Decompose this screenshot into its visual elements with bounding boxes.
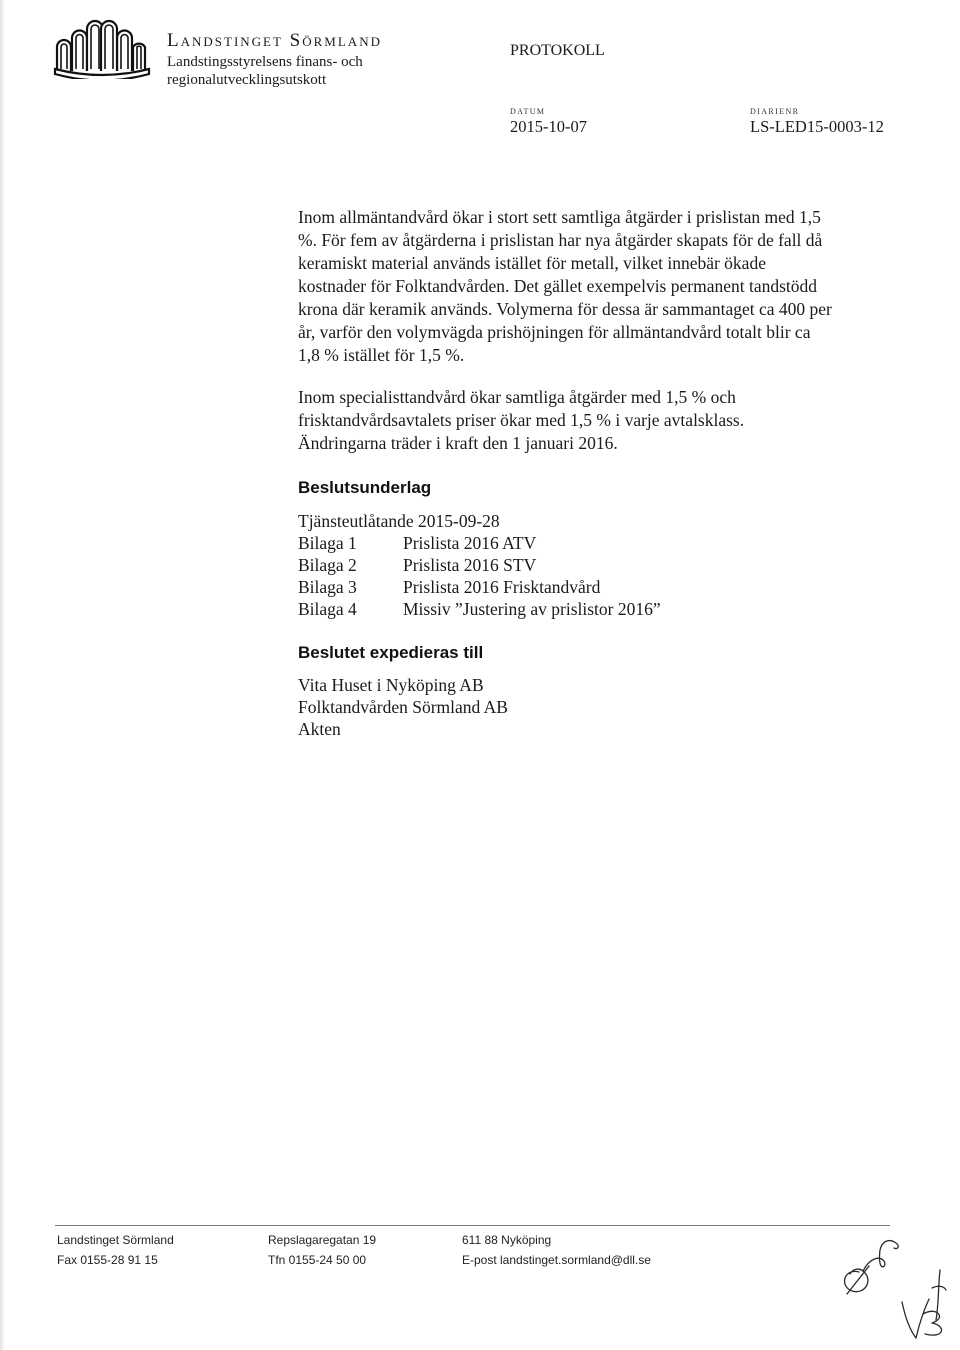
committee-line-2: regionalutvecklingsutskott — [167, 72, 327, 88]
text-line: 1,8 % istället för 1,5 %. — [298, 345, 465, 365]
footer-org: Landstinget Sörmland — [57, 1233, 174, 1247]
footer-column-address — [268, 1230, 376, 1270]
footer-divider — [55, 1225, 890, 1226]
recipient-item — [298, 718, 508, 740]
paragraph-specialist-dental-care — [298, 386, 744, 455]
attachment-title: Prislista 2016 Frisktandvård — [403, 577, 601, 597]
attachment-item — [298, 532, 661, 554]
attachment-title: Prislista 2016 STV — [403, 555, 537, 575]
footer-column-contact — [462, 1230, 651, 1270]
attachment-item — [298, 576, 661, 598]
text-line: %. För fem av åtgärderna i prislistan har nya åtgärder skapats för de fall då — [298, 230, 823, 250]
text-line: kostnader för Folktandvården. Det gället exempelvis permanent tandstödd — [298, 276, 818, 296]
registration-label: DIARIENR — [750, 107, 800, 116]
attachment-label: Bilaga 4 — [298, 599, 357, 619]
statement-item — [298, 510, 661, 532]
distribution-heading: Beslutet expedieras till — [298, 643, 484, 662]
crown-logo-icon — [52, 17, 152, 79]
date-label: DATUM — [510, 107, 546, 116]
footer-street: Repslagaregatan 19 — [268, 1233, 377, 1247]
organization-name: Landstinget Sörmland — [167, 30, 382, 51]
footer-fax: Fax 0155-28 91 15 — [57, 1253, 158, 1267]
attachment-item — [298, 598, 661, 620]
text-line: år, varför den volymvägda prishöjningen för allmäntandvård totalt blir ca — [298, 322, 811, 342]
date-value: 2015-10-07 — [510, 117, 587, 136]
distribution-list — [298, 674, 508, 740]
text-line: keramiskt material används istället för metall, vilket innebär ökade — [298, 253, 766, 273]
scan-edge-shadow — [0, 0, 5, 1350]
committee-line-1: Landstingsstyrelsens finans- och — [167, 54, 363, 70]
attachment-label: Bilaga 3 — [298, 577, 357, 597]
handwritten-initials — [828, 1228, 953, 1346]
recipient-item — [298, 674, 508, 696]
text-line: frisktandvårdsavtalets priser ökar med 1,5 % i varje avtalsklass. — [298, 410, 745, 430]
text-line: Inom allmäntandvård ökar i stort sett samtliga åtgärder i prislistan med 1,5 — [298, 207, 821, 227]
committee-name — [167, 53, 363, 89]
text-line: Ändringarna träder i kraft den 1 januari 2016. — [298, 433, 618, 453]
registration-number: LS-LED15-0003-12 — [750, 117, 884, 136]
footer-email: E-post landstinget.sormland@dll.se — [462, 1253, 651, 1267]
attachment-label: Bilaga 1 — [298, 533, 357, 553]
recipient-name: Folktandvården Sörmland AB — [298, 697, 508, 717]
decision-basis-list — [298, 510, 661, 620]
footer-postal: 611 88 Nyköping — [462, 1233, 552, 1247]
footer-phone: Tfn 0155-24 50 00 — [268, 1253, 367, 1267]
paragraph-general-dental-care — [298, 206, 832, 367]
document-type: PROTOKOLL — [510, 42, 605, 59]
recipient-name: Akten — [298, 719, 341, 739]
decision-basis-heading: Beslutsunderlag — [298, 478, 432, 497]
attachment-item — [298, 554, 661, 576]
statement-text: Tjänsteutlåtande 2015-09-28 — [298, 511, 500, 531]
recipient-name: Vita Huset i Nyköping AB — [298, 675, 484, 695]
footer-column-organization — [57, 1230, 174, 1270]
attachment-label: Bilaga 2 — [298, 555, 357, 575]
attachment-title: Missiv ”Justering av prislistor 2016” — [403, 599, 661, 619]
recipient-item — [298, 696, 508, 718]
attachment-title: Prislista 2016 ATV — [403, 533, 537, 553]
text-line: krona där keramik används. Volymerna för dessa är sammantaget ca 400 per — [298, 299, 832, 319]
text-line: Inom specialisttandvård ökar samtliga åtgärder med 1,5 % och — [298, 387, 736, 407]
